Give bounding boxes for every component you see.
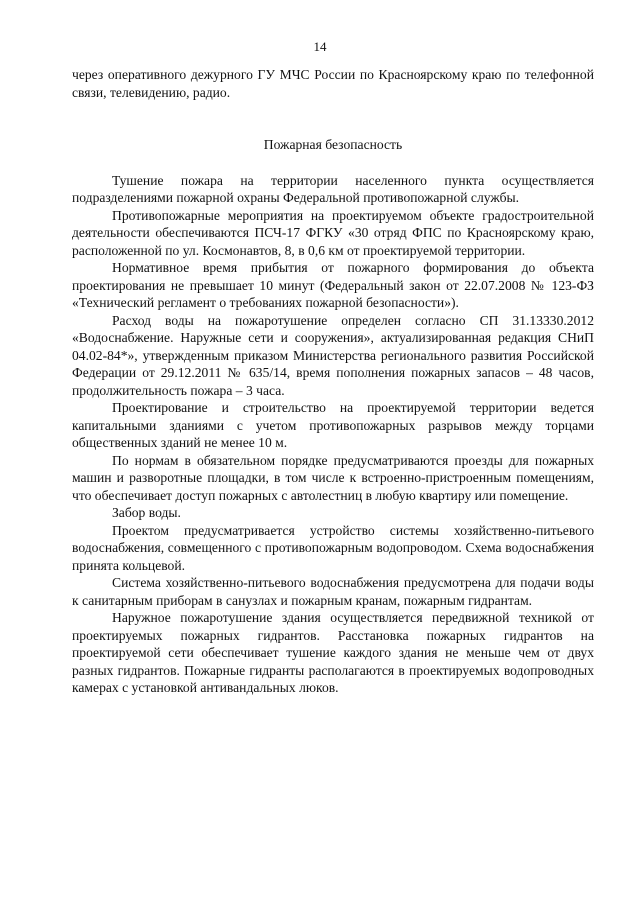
paragraph: Проектом предусматривается устройство системы хозяйственно-питьевого водоснабжения, совмещенного с противопожарным водопроводом. Схема водоснабжения принята кольцевой.: [72, 522, 594, 573]
paragraph: Наружное пожаротушение здания осуществляется передвижной техникой от проектируемых пожарных гидрантов. Расстановка пожарных гидрантов на проектируемой сети обеспечивает тушение каждого здания не меньше чем от двух разных гидрантов. Пожарные гидранты располагаются в проектируемых водопроводных камерах с установкой антивандальных люков.: [72, 610, 594, 695]
paragraph: Противопожарные мероприятия на проектируемом объекте градостроительной деятельности обеспечиваются ПСЧ-17 ФГКУ «30 отряд ФПС по Красноярскому краю, расположенной по ул. Космонавтов, 8, в 0,6 км от проектируемой территории.: [72, 207, 594, 258]
page-number: 14: [313, 39, 327, 54]
paragraph: Тушение пожара на территории населенного пункта осуществляется подразделениями пожарной охраны Федеральной противопожарной службы.: [72, 172, 594, 205]
paragraph: Расход воды на пожаротушение определен согласно СП 31.13330.2012 «Водоснабжение. Наружные сети и сооружения», актуализированная редакция СНиП 04.02-84*», утвержденным приказом Министерства регионального развития Российской Федерации от 29.12.2011 № 635/14, время пополнения пожарных запасов – 48 часов, продолжительность пожара – 3 часа.: [72, 312, 594, 398]
paragraph: Забор воды.: [112, 505, 181, 520]
intro-paragraph: через оперативного дежурного ГУ МЧС России по Красноярскому краю по телефонной связи, телевидению, радио.: [72, 67, 594, 100]
document-body: [72, 66, 594, 697]
section-heading: Пожарная безопасность: [263, 137, 403, 152]
paragraph: Нормативное время прибытия от пожарного формирования до объекта проектирования не превышает 10 минут (Федеральный закон от 22.07.2008 № 123-ФЗ «Технический регламент о требованиях пожарной безопасности»).: [72, 260, 594, 310]
paragraph: Проектирование и строительство на проектируемой территории ведется капитальными зданиями с учетом противопожарных разрывов между торцами общественных зданий не менее 10 м.: [72, 400, 594, 450]
paragraph: Система хозяйственно-питьевого водоснабжения предусмотрена для подачи воды к санитарным приборам в санузлах и пожарным кранам, пожарным гидрантам.: [72, 575, 594, 608]
paragraph: По нормам в обязательном порядке предусматриваются проезды для пожарных машин и разворотные площадки, в том числе к встроенно-пристроенным помещениям, что обеспечивает доступ пожарных с автолестниц в любую квартиру или помещение.: [72, 452, 594, 503]
